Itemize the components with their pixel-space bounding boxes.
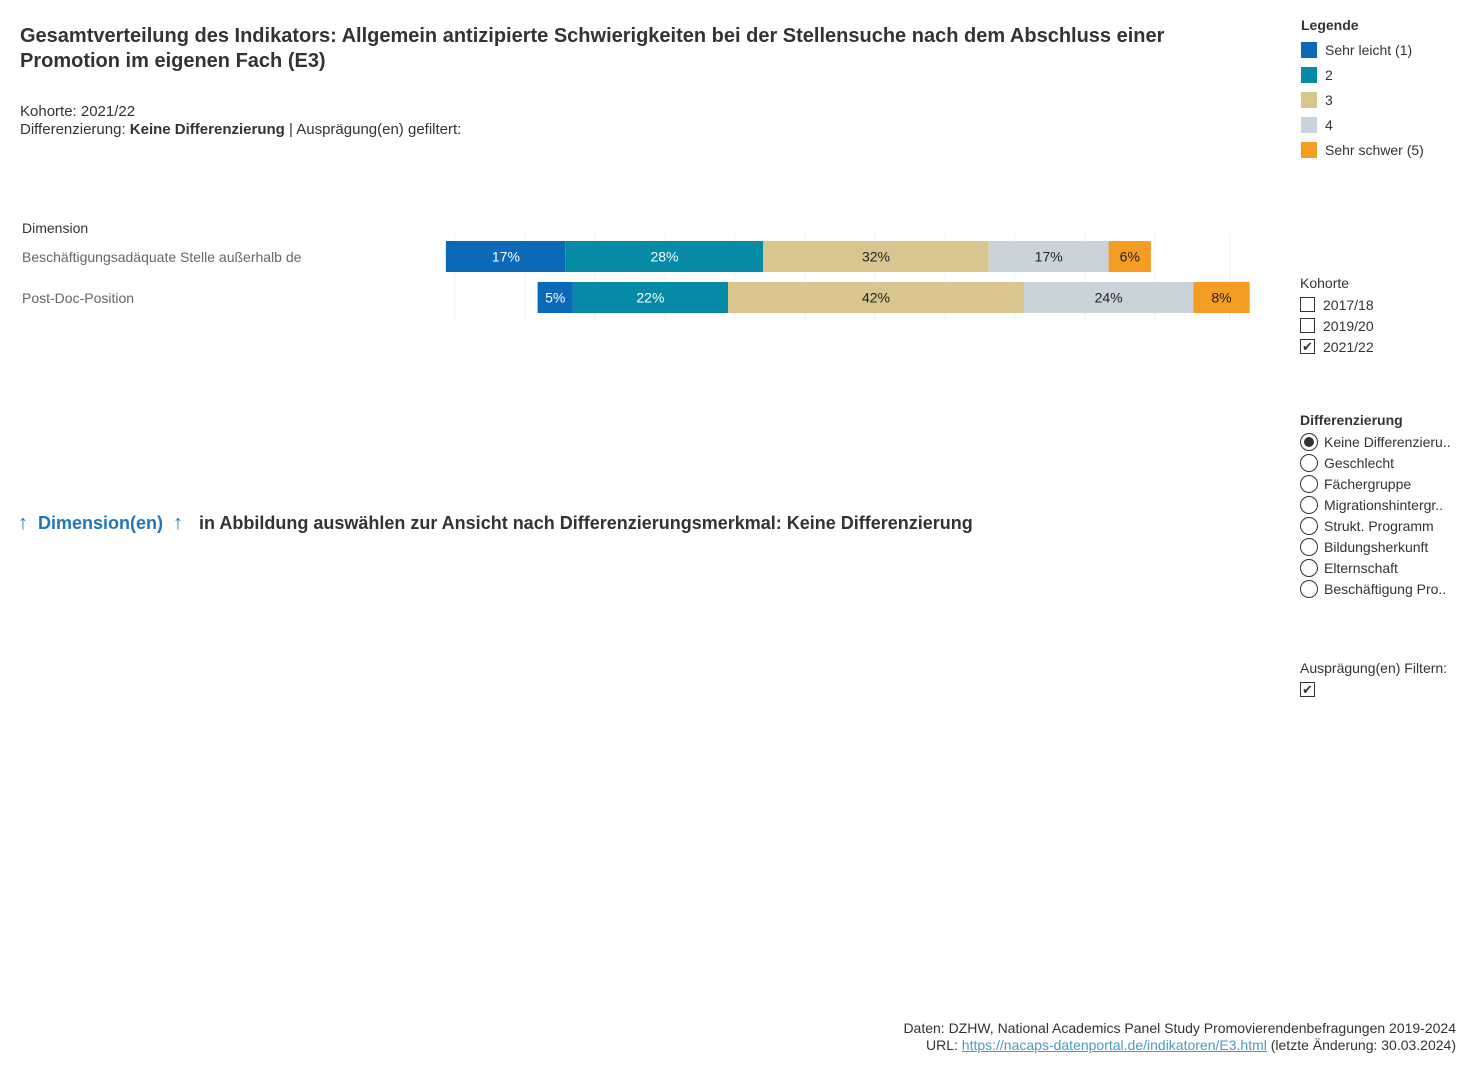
legend-item[interactable]	[1301, 137, 1424, 162]
footer-url-suffix: (letzte Änderung: 30.03.2024)	[1266, 1037, 1456, 1053]
legend-label: Sehr leicht (1)	[1325, 41, 1413, 58]
diff-suffix: | Ausprägung(en) gefiltert:	[284, 121, 462, 138]
differenzierung-option-label: Strukt. Programm	[1324, 517, 1434, 534]
radio-button[interactable]	[1300, 475, 1318, 493]
radio-button[interactable]	[1300, 496, 1318, 514]
stacked-bar-chart[interactable]	[440, 232, 1270, 332]
differenzierung-option[interactable]	[1300, 452, 1451, 473]
differentiation-line	[20, 121, 461, 139]
differenzierung-option-label: Keine Differenzieru..	[1324, 433, 1451, 450]
dimension-link[interactable]: Dimension(en)	[38, 513, 164, 533]
differenzierung-filter	[1300, 412, 1451, 599]
legend-swatch	[1301, 42, 1317, 58]
kohorte-option-label: 2021/22	[1323, 338, 1374, 355]
legend-items	[1301, 37, 1424, 162]
differenzierung-option-label: Geschlecht	[1324, 454, 1395, 471]
row-label-beschaeftigung[interactable]: Beschäftigungsadäquate Stelle außerhalb de	[22, 249, 302, 265]
radio-button[interactable]	[1300, 580, 1318, 598]
footer-data-source: Daten: DZHW, National Academics Panel Study Promovierendenbefragungen 2019-2024	[903, 1020, 1456, 1036]
legend-swatch	[1301, 117, 1317, 133]
instruction-line	[18, 512, 973, 535]
legend-label: 2	[1325, 66, 1333, 83]
legend-item[interactable]	[1301, 62, 1424, 87]
legend-item[interactable]	[1301, 37, 1424, 62]
differenzierung-option-label: Elternschaft	[1324, 559, 1398, 576]
diff-value: Keine Differenzierung	[129, 121, 285, 138]
radio-dot	[1304, 437, 1314, 447]
radio-button[interactable]	[1300, 538, 1318, 556]
radio-button[interactable]	[1300, 454, 1318, 472]
auspraegung-checkbox[interactable]: ✔	[1300, 682, 1315, 697]
data-label: 28%	[650, 248, 679, 265]
differenzierung-option[interactable]	[1300, 473, 1451, 494]
data-label: 8%	[1211, 289, 1232, 306]
auspraegung-checkbox-item[interactable]	[1300, 679, 1447, 700]
differenzierung-option[interactable]	[1300, 515, 1451, 536]
subtitle-info	[20, 103, 461, 139]
row-label-postdoc[interactable]: Post-Doc-Position	[22, 290, 135, 306]
kohorte-title: Kohorte	[1300, 275, 1350, 291]
kohorte-option-label: 2019/20	[1323, 317, 1374, 334]
legend-label: 4	[1325, 116, 1333, 133]
differenzierung-option[interactable]	[1300, 431, 1451, 452]
differenzierung-option-label: Beschäftigung Pro..	[1324, 580, 1447, 597]
instruction-text: in Abbildung auswählen zur Ansicht nach Differenzierungsmerkmal: Keine Differenzierung	[199, 513, 973, 533]
radio-button[interactable]	[1300, 517, 1318, 535]
kohorte-options	[1300, 294, 1374, 357]
legend-swatch	[1301, 92, 1317, 108]
differenzierung-option-label: Migrationshintergr..	[1324, 496, 1444, 513]
kohorte-option-label: 2017/18	[1323, 296, 1374, 313]
kohorte-option[interactable]	[1300, 315, 1374, 336]
kohorte-option[interactable]	[1300, 336, 1374, 357]
diff-prefix: Differenzierung:	[20, 121, 130, 138]
footer	[903, 1020, 1456, 1054]
differenzierung-title: Differenzierung	[1300, 412, 1403, 428]
data-label: 6%	[1119, 248, 1140, 265]
differenzierung-option-label: Fächergruppe	[1324, 475, 1412, 492]
data-label: 24%	[1094, 289, 1123, 306]
cohort-line: Kohorte: 2021/22	[20, 103, 136, 120]
differenzierung-options	[1300, 431, 1451, 599]
legend-item[interactable]	[1301, 112, 1424, 137]
legend-item[interactable]	[1301, 87, 1424, 112]
legend-swatch	[1301, 67, 1317, 83]
auspraegung-filter	[1300, 660, 1447, 700]
footer-url-prefix: URL:	[925, 1037, 962, 1053]
footer-url-link[interactable]: https://nacaps-datenportal.de/indikatoren/E3.html	[961, 1037, 1267, 1053]
auspraegung-title: Ausprägung(en) Filtern:	[1300, 660, 1448, 676]
data-label: 17%	[491, 248, 520, 265]
differenzierung-option[interactable]	[1300, 557, 1451, 578]
radio-button[interactable]	[1300, 559, 1318, 577]
differenzierung-option[interactable]	[1300, 578, 1451, 599]
differenzierung-option[interactable]	[1300, 494, 1451, 515]
arrow-up-icon: ↑	[173, 512, 184, 534]
kohorte-filter	[1300, 275, 1374, 357]
radio-button[interactable]	[1300, 433, 1318, 451]
legend	[1301, 17, 1424, 162]
data-label: 17%	[1034, 248, 1063, 265]
legend-title: Legende	[1301, 17, 1359, 33]
kohorte-option[interactable]	[1300, 294, 1374, 315]
data-label: 22%	[636, 289, 665, 306]
data-label: 32%	[861, 248, 891, 265]
data-label: 42%	[861, 289, 891, 306]
differenzierung-option-label: Bildungsherkunft	[1324, 538, 1429, 555]
arrow-up-icon: ↑	[18, 512, 28, 534]
data-label: 5%	[545, 289, 566, 306]
footer-url-line	[903, 1037, 1456, 1054]
dimension-header[interactable]: Dimension	[22, 220, 89, 236]
checkbox[interactable]	[1300, 297, 1315, 312]
legend-swatch	[1301, 142, 1317, 158]
checkbox[interactable]	[1300, 318, 1315, 333]
differenzierung-option[interactable]	[1300, 536, 1451, 557]
checkbox[interactable]: ✔	[1300, 339, 1315, 354]
legend-label: Sehr schwer (5)	[1325, 141, 1424, 158]
page-title: Gesamtverteilung des Indikators: Allgemein antizipierte Schwierigkeiten bei der Stellensuche nach dem Abschluss einer Promotion im eigenen Fach (E3)	[20, 25, 1165, 72]
legend-label: 3	[1325, 91, 1333, 108]
